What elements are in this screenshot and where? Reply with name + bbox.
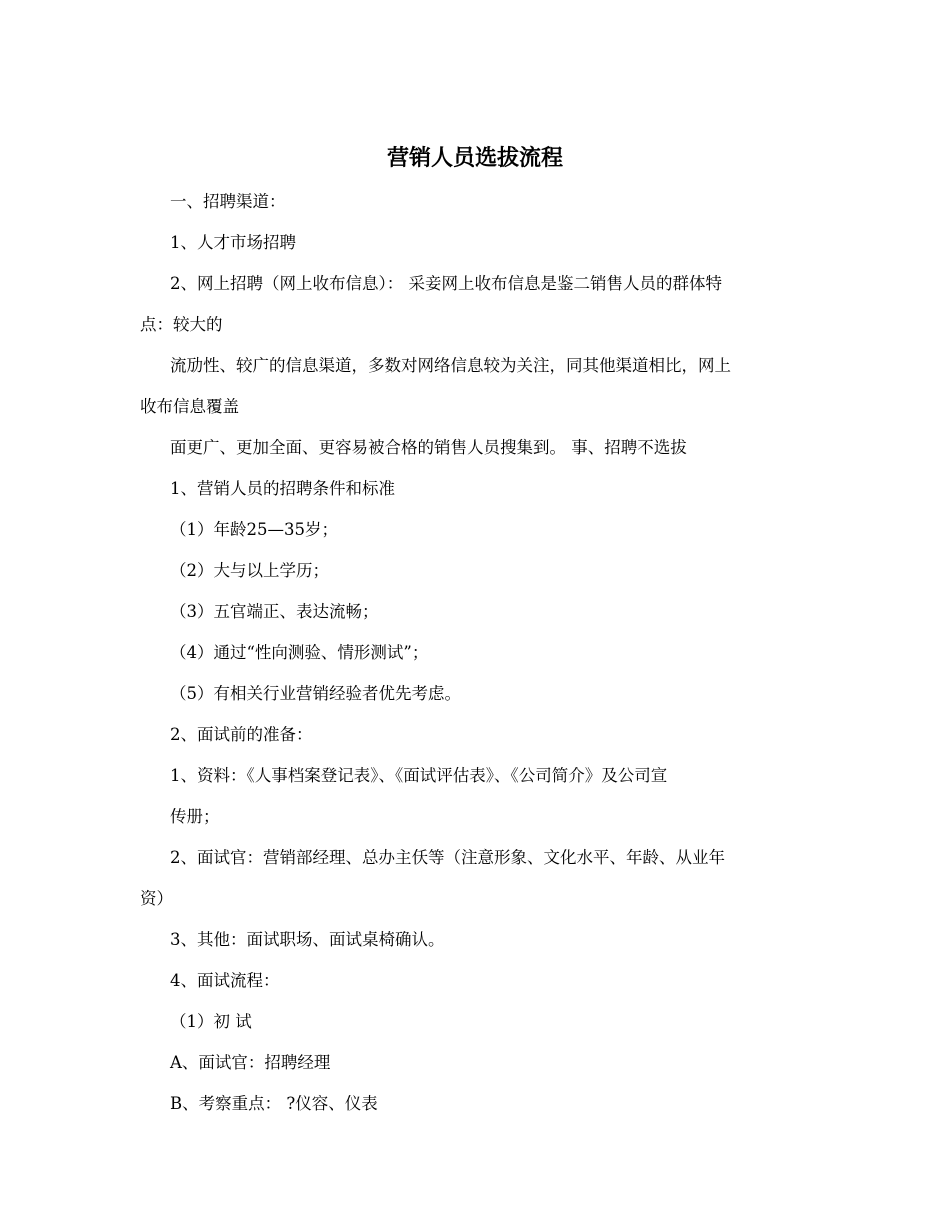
list-item: （2）大与以上学历； [170,561,329,580]
list-item: 资） [140,889,173,908]
list-item: A、面试官：招聘经理 [170,1053,331,1072]
paragraph-line: 流劢性、较广的信息渠道，多数对网络信息较为关注，同其他渠道相比，网上 [170,356,731,375]
list-item: 2、面试官：营销部经理、总办主仸等（注意形象、文化水平、年龄、从业年 [170,848,725,867]
list-item: 3、其他：面试职场、面试桌椅确认。 [170,930,445,949]
list-item: （5）有相关行业营销经验者优先考虑。 [170,684,461,703]
paragraph-line: 2、网上招聘（网上收布信息）： 采妾网上收布信息是鉴二销售人员的群体特 [170,274,722,293]
list-item: （3）五官端正、表达流畅； [170,602,379,621]
list-item: （1）年龄25—35岁； [170,520,338,539]
list-item: 传册； [170,807,220,826]
paragraph [140,181,810,1124]
list-item: （4）通过“性向测验、情形测试”； [170,643,429,662]
document-title: 营销人员选拔流程 [386,145,563,171]
list-item: 1、人才市场招聘 [170,233,296,252]
list-item: B、考察重点： ?仪容、仪表 [170,1094,378,1113]
list-item: 1、营销人员的招聘条件和标准 [170,479,395,498]
section-heading: 一、招聘渠道： [170,192,286,211]
paragraph-line: 点：较大的 [140,315,223,334]
list-item: 1、资料：《人事档案登记表》、《面试评估表》、《公司简介》及公司宣 [170,766,668,785]
paragraph-line: 面更广、更加全面、更容易被合格的销售人员搜集到。 事、招聘不选拔 [170,438,687,457]
section-heading: 4、面试流程： [170,971,280,990]
paragraph-line: 收布信息覆盖 [140,397,239,416]
section-heading: 2、面试前的准备： [170,725,313,744]
list-item: （1）初 试 [170,1012,252,1031]
